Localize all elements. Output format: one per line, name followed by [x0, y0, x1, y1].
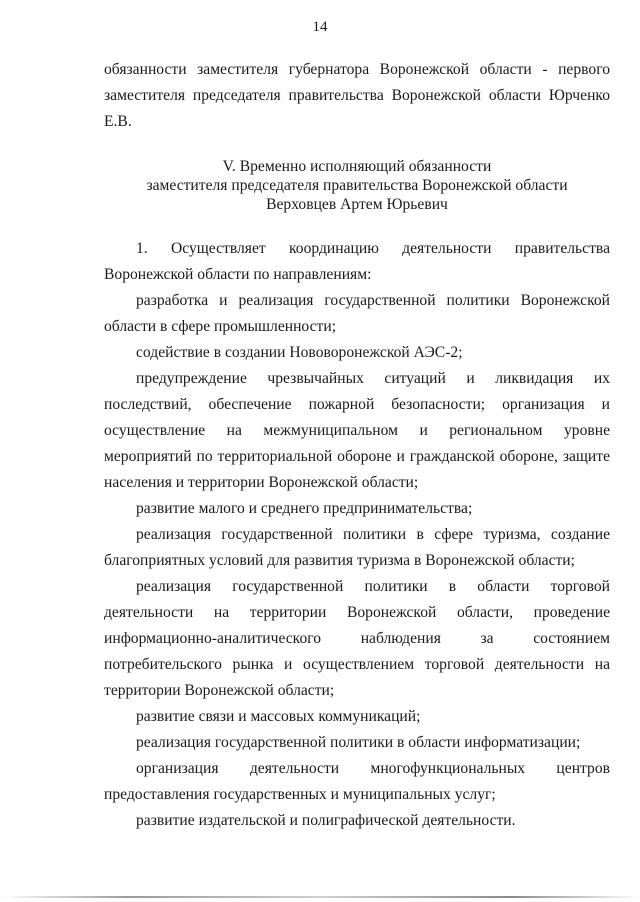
paragraph: реализация государственной политики в области торговой деятельности на территории Воронежской области, проведение информационно-аналитического наблюдения за состоянием потребительского рынка и осуществлением торговой деятельности на территории Воронежской области; [104, 578, 610, 699]
section-heading-line-1: V. Временно исполняющий обязанности [222, 158, 492, 175]
paragraph: содействие в создании Нововоронежской АЭС-2; [136, 344, 463, 361]
section-body [104, 236, 610, 834]
paragraph: разработка и реализация государственной политики Воронежской области в сфере промышленности; [104, 292, 610, 335]
intro-paragraph: обязанности заместителя губернатора Воронежской области - первого заместителя председателя правительства Воронежской области Юрченко Е.В. [104, 61, 610, 130]
document-body [104, 57, 610, 834]
section-heading-line-2: заместителя председателя правительства Воронежской области [146, 177, 568, 194]
paragraph: организация деятельности многофункциональных центров предоставления государственных и муниципальных услуг; [104, 760, 610, 803]
paragraph: предупреждение чрезвычайных ситуаций и ликвидация их последствий, обеспечение пожарной безопасности; организация и осуществление на межмуниципальном и региональном уровне мероприятий по территориальной обороне и гражданской обороне, защите населения и территории Воронежской области; [104, 370, 610, 491]
page-number: 14 [312, 19, 328, 35]
paragraph: развитие издательской и полиграфической деятельности. [136, 812, 516, 829]
paragraph: развитие малого и среднего предпринимательства; [136, 500, 473, 517]
section-heading [104, 157, 610, 214]
paragraph: развитие связи и массовых коммуникаций; [136, 708, 421, 725]
scan-edge-line [0, 896, 640, 898]
paragraph: реализация государственной политики в сфере туризма, создание благоприятных условий для развития туризма в Воронежской области; [104, 526, 610, 569]
paragraph: реализация государственной политики в области информатизации; [136, 734, 581, 751]
paragraph: 1. Осуществляет координацию деятельности правительства Воронежской области по направлениям: [104, 240, 610, 283]
section-heading-line-3: Верховцев Артем Юрьевич [266, 196, 448, 213]
